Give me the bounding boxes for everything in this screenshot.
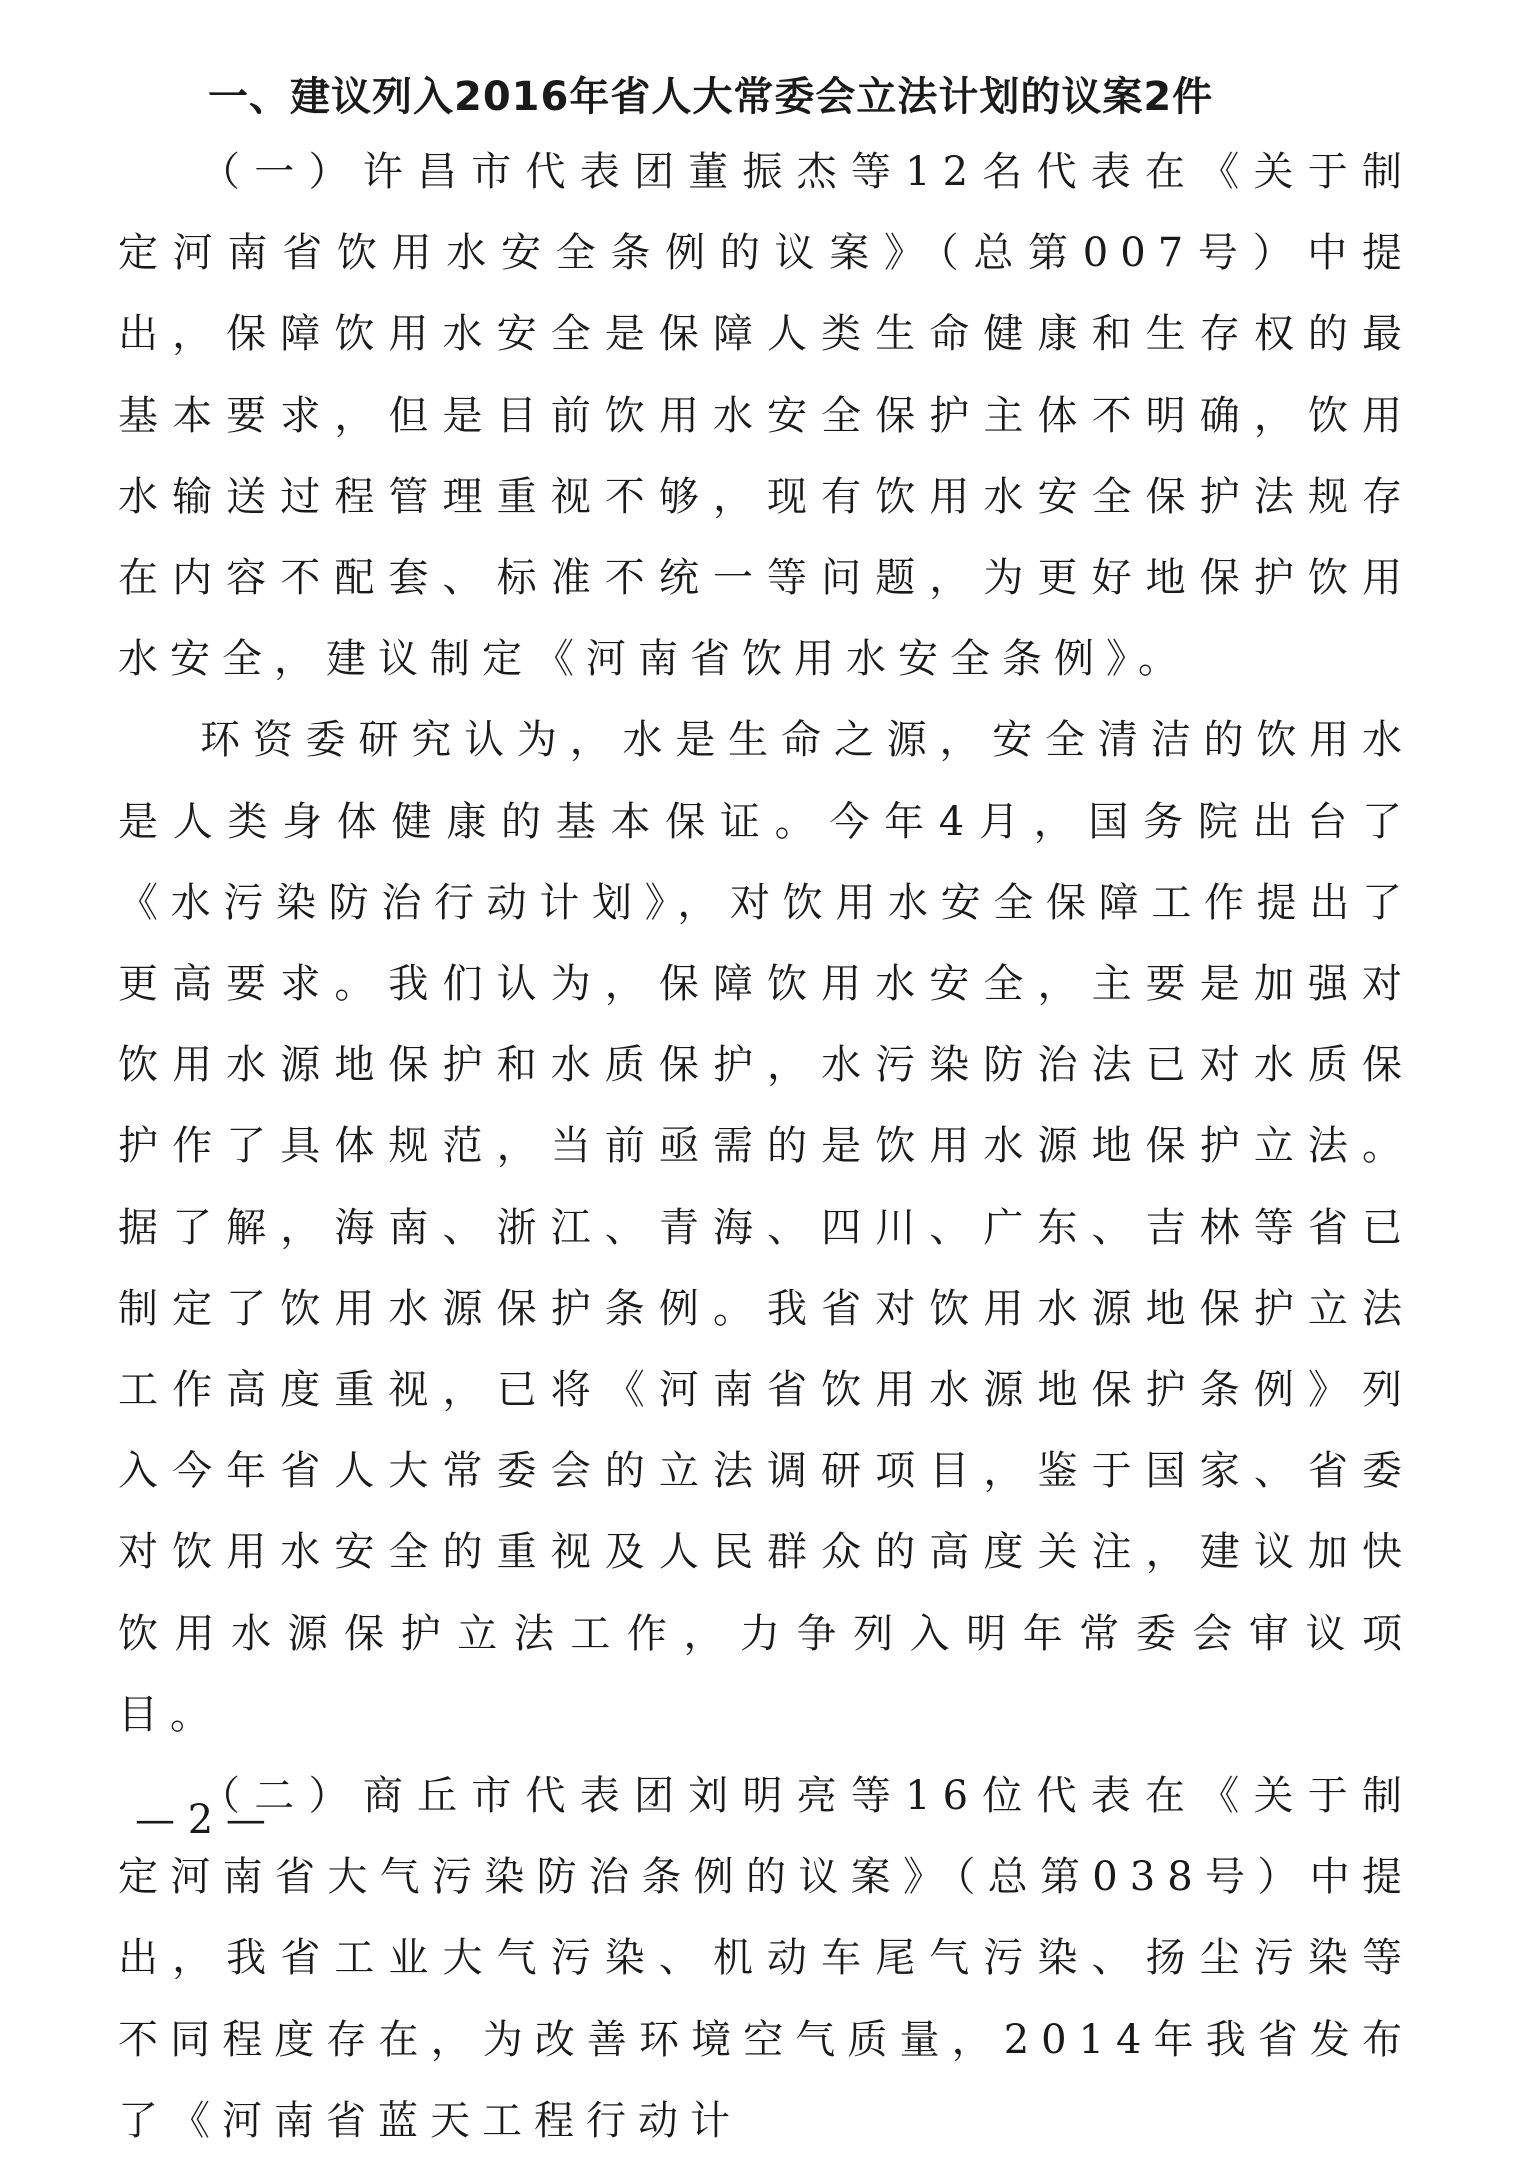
page-number: — 2 — — [135, 1797, 266, 1843]
paragraph-2: 环资委研究认为，水是生命之源，安全清洁的饮用水是人类身体健康的基本保证。今年4月，国务院出台了《水污染防治行动计划》，对饮用水安全保障工作提出了更高要求。我们认为，保障饮用水安全，主要是加强对饮用水源地保护和水质保护，水污染防治法已对水质保护作了具体规范，当前亟需的是饮用水源地保护立法。据了解，海南、浙江、青海、四川、广东、吉林等省已制定了饮用水源保护条例。我省对饮用水源地保护立法工作高度重视，已将《河南省饮用水源地保护条例》列入今年省人大常委会的立法调研项目，鉴于国家、省委对饮用水安全的重视及人民群众的高度关注，建议加快饮用水源保护立法工作，力争列入明年常委会审议项目。 — [118, 717, 1414, 1738]
document-page — [118, 62, 1414, 2162]
paragraph-1: （一）许昌市代表团董振杰等12名代表在《关于制定河南省饮用水安全条例的议案》（总第007号）中提出，保障饮用水安全是保障人类生命健康和生存权的最基本要求，但是目前饮用水安全保护主体不明确，饮用水输送过程管理重视不够，现有饮用水安全保护法规存在内容不配套、标准不统一等问题，为更好地保护饮用水安全，建议制定《河南省饮用水安全条例》。 — [118, 149, 1414, 683]
paragraph-3: （二）商丘市代表团刘明亮等16位代表在《关于制定河南省大气污染防治条例的议案》（总第038号）中提出，我省工业大气污染、机动车尾气污染、扬尘污染等不同程度存在，为改善环境空气质量，2014年我省发布了《河南省蓝天工程行动计 — [118, 1773, 1414, 2144]
section-heading: 一、建议列入2016年省人大常委会立法计划的议案2件 — [208, 74, 1214, 120]
